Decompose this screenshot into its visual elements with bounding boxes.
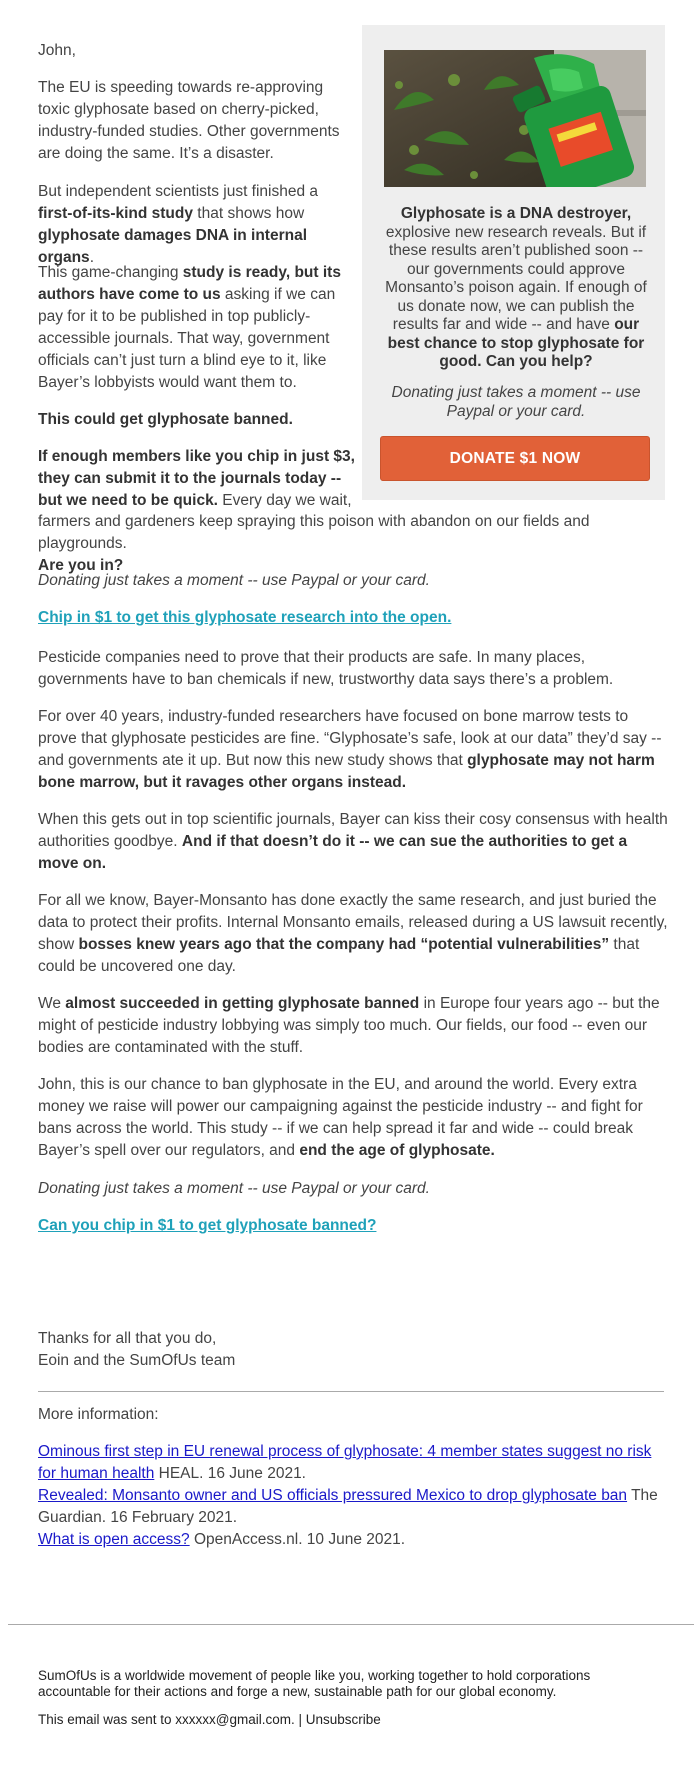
text: We	[38, 995, 66, 1012]
signoff	[38, 1328, 438, 1372]
footer-sent-to	[38, 1712, 648, 1728]
reference-link-heal[interactable]: Ominous first step in EU renewal process of glyphosate: 4 member states suggest no risk for human health	[38, 1443, 652, 1482]
sidebar-body: explosive new research reveals. But if these results aren’t published soon -- our governments could approve Monsanto’s poison again. If enough of us donate now, we can publish the results far and wide -- and have	[385, 223, 647, 333]
signoff-line-1: Thanks for all that you do,	[38, 1330, 217, 1347]
sidebar-donating-note: Donating just takes a moment -- use Paypal or your card.	[391, 384, 641, 420]
donation-sidebar	[362, 25, 665, 500]
text: John, this is our chance to ban glyphosate in the EU, and around the world. Every extra money we raise will power our campaigning against the pesticide industry -- and fight for bans across the world. This study -- if we can help spread it far and wide -- could break Bayer’s spell over our regulators, and	[38, 1076, 643, 1159]
more-info-heading: More information:	[38, 1406, 159, 1423]
italic-text: Donating just takes a moment -- use Paypal or your card.	[38, 572, 430, 589]
sidebar-bold-ask: our best chance to stop glyphosate for good. Can you help?	[387, 316, 645, 370]
bold-text: almost succeeded in getting glyphosate banned	[65, 995, 420, 1012]
reference-list	[38, 1441, 668, 1551]
paragraph-study	[38, 181, 356, 269]
bold-text: And if that doesn’t do it -- we can sue the authorities to get a move on.	[38, 833, 628, 872]
reference-source: HEAL. 16 June 2021.	[154, 1465, 306, 1482]
text: in Europe four years ago -- but the might of pesticide industry lobbying was simply too much. Our fields, our food -- even our bodies are contaminated with the stuff.	[38, 995, 660, 1056]
sidebar-bold-lead: Glyphosate is a DNA destroyer,	[400, 205, 632, 222]
donating-note	[38, 570, 658, 592]
bold-text: glyphosate damages DNA in internal organs	[38, 227, 308, 266]
unsubscribe-link[interactable]: Unsubscribe	[305, 1712, 381, 1727]
paragraph-almost	[38, 993, 668, 1059]
text: .	[89, 249, 94, 266]
text: But independent scientists just finished a	[38, 183, 319, 200]
text: that could be uncovered one day.	[38, 936, 640, 975]
reference-link-open-access[interactable]: What is open access?	[38, 1531, 190, 1548]
reference-source: OpenAccess.nl. 10 June 2021.	[189, 1531, 406, 1548]
donate-link-1[interactable]: Chip in $1 to get this glyphosate research into the open.	[38, 609, 452, 626]
paragraph-authors	[38, 262, 356, 394]
bold-text: bosses knew years ago that the company had “potential vulnerabilities”	[78, 936, 610, 953]
bold-text: glyphosate may not harm bone marrow, but it ravages other organs instead.	[38, 752, 655, 791]
text: This game-changing	[38, 264, 183, 281]
donating-note-2	[38, 1178, 658, 1200]
bold-text: This could get glyphosate banned.	[38, 411, 293, 428]
footer-about: SumOfUs is a worldwide movement of people like you, working together to hold corporations accountable for their actions and forge a new, sustainable path for our global economy.	[38, 1668, 591, 1699]
paragraph-monsanto	[38, 890, 668, 978]
reference-link-guardian[interactable]: Revealed: Monsanto owner and US officials pressured Mexico to drop glyphosate ban	[38, 1487, 628, 1504]
paragraph-pesticide: Pesticide companies need to prove that their products are safe. In many places, governments have to ban chemicals if new, trustworthy data says there’s a problem.	[38, 649, 614, 688]
donate-link-1-wrap	[38, 607, 658, 629]
bold-text: study is ready, but its authors have come to us	[38, 264, 341, 303]
bold-text: If enough members like you chip in just $3, they can submit it to the journals today -- but we need to be quick.	[38, 448, 355, 509]
sprayer-image-icon	[384, 50, 646, 187]
paragraph-chance	[38, 1074, 668, 1162]
glyphosate-photo	[384, 50, 646, 187]
italic-text: Donating just takes a moment -- use Paypal or your card.	[38, 1180, 430, 1197]
bold-text: Are you in?	[38, 557, 124, 574]
donate-link-2-wrap	[38, 1215, 658, 1237]
paragraph-chip-in	[38, 446, 356, 512]
sidebar-pitch	[384, 205, 648, 372]
footer-divider	[8, 1624, 694, 1625]
greeting: John,	[38, 42, 76, 59]
text: For all we know, Bayer-Monsanto has done exactly the same research, and just buried the data to protect their profits. Internal Monsanto emails, released during a US lawsuit recently, show	[38, 892, 668, 953]
paragraph-banned	[38, 409, 356, 431]
text: Every day we wait,	[218, 492, 352, 509]
donate-link-2[interactable]: Can you chip in $1 to get glyphosate banned?	[38, 1217, 377, 1234]
bold-text: end the age of glyphosate.	[299, 1142, 495, 1159]
paragraph-40-years	[38, 706, 668, 794]
donate-button[interactable]: DONATE $1 NOW	[380, 436, 650, 481]
signoff-line-2: Eoin and the SumOfUs team	[38, 1352, 236, 1369]
footer-email-text: This email was sent to xxxxxx@gmail.com. |	[38, 1712, 306, 1727]
text: that shows how	[193, 205, 305, 222]
reference-source: The Guardian. 16 February 2021.	[38, 1487, 658, 1526]
text: For over 40 years, industry-funded researchers have focused on bone marrow tests to prove that glyphosate pesticides are fine. “Glyphosate’s safe, look at our data” they’d say -- and governments ate it up. But now this new study shows that	[38, 708, 662, 769]
text: When this gets out in top scientific journals, Bayer can kiss their cosy consensus with health authorities goodbye.	[38, 811, 668, 850]
divider	[38, 1391, 664, 1392]
text: asking if we can pay for it to be published in top publicly-accessible journals. That way, government officials can’t just turn a blind eye to it, like Bayer’s lobbyists would want them to.	[38, 286, 336, 391]
paragraph-journals	[38, 809, 668, 875]
bold-text: first-of-its-kind study	[38, 205, 193, 222]
paragraph-chip-in-cont	[38, 511, 668, 577]
paragraph-eu: The EU is speeding towards re-approving toxic glyphosate based on cherry-picked, industry-funded studies. Other governments are doing the same. It’s a disaster.	[38, 79, 340, 162]
text: farmers and gardeners keep spraying this poison with abandon on our fields and playgrounds.	[38, 513, 590, 552]
